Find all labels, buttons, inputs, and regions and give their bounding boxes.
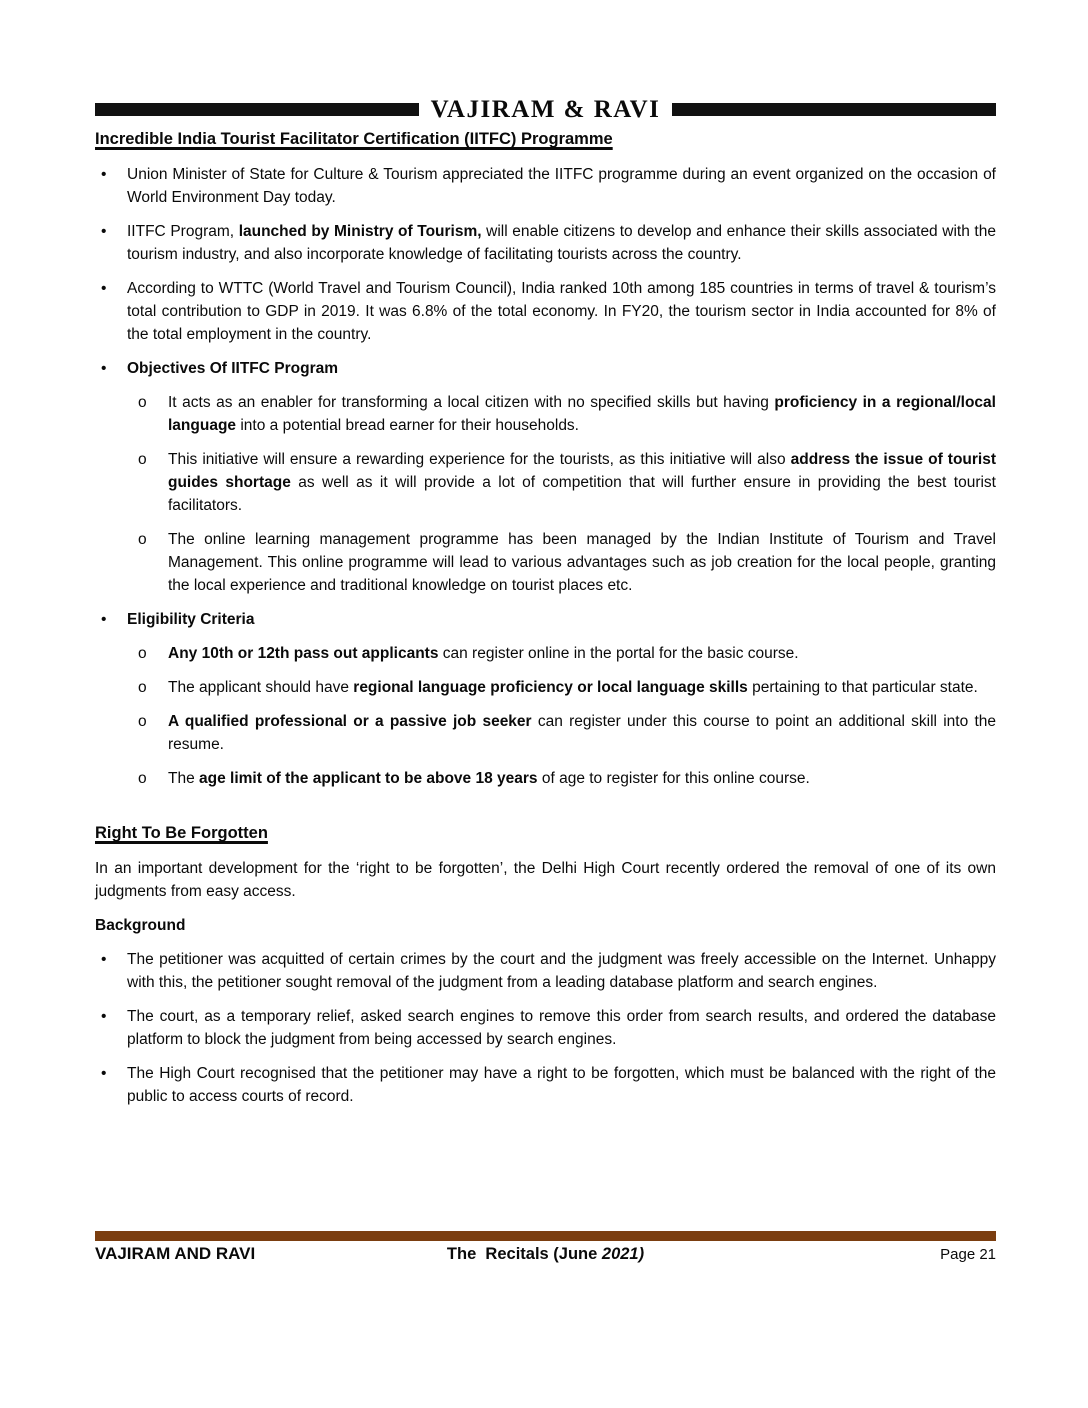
sub-bullet-marker: o (138, 679, 147, 696)
bullet-item (95, 1062, 996, 1108)
text-content: The applicant should have regional language proficiency or local language skills pertaining to that particular state. (168, 679, 978, 696)
bullet-item (95, 220, 996, 266)
sub-bullet-marker: o (138, 451, 147, 468)
footer-publication-text: The Recitals (June (446, 1245, 602, 1263)
header-banner (95, 97, 996, 122)
sub-bullet-item (95, 448, 996, 517)
bullet-marker: • (101, 1065, 107, 1082)
section-title: Right To Be Forgotten (95, 824, 268, 842)
sub-bullet-item (95, 391, 996, 437)
text-content: The online learning management programme has been managed by the Indian Institute of Tourism and Travel Management. This online programme will lead to various advantages such as job creation for the local people, granting the local experience and traditional knowledge on tourist places etc. (168, 531, 996, 594)
bullet-item (95, 1005, 996, 1051)
paragraph (95, 914, 996, 937)
text-content: In an important development for the ‘right to be forgotten’, the Delhi High Court recently ordered the removal of one of its own judgments from easy access. (95, 860, 996, 900)
sub-bullet-marker: o (138, 531, 147, 548)
text-content: It acts as an enabler for transforming a local citizen with no specified skills but having proficiency in a regional/local language into a potential bread earner for their households. (168, 394, 996, 434)
text-content: Eligibility Criteria (127, 611, 255, 628)
bullet-item (95, 608, 996, 631)
text-content: The High Court recognised that the petitioner may have a right to be forgotten, which must be balanced with the right of the public to access courts of record. (127, 1065, 996, 1105)
document-sections (95, 128, 996, 1108)
text-content: The age limit of the applicant to be above 18 years of age to register for this online course. (168, 770, 810, 787)
sub-bullet-item (95, 710, 996, 756)
text-content: The petitioner was acquitted of certain crimes by the court and the judgment was freely accessible on the Internet. Unhappy with this, the petitioner sought removal of the judgment from a leading database platform and search engines. (127, 951, 996, 991)
sub-bullet-marker: o (138, 645, 147, 662)
sub-bullet-item (95, 642, 996, 665)
paragraph (95, 857, 996, 903)
bullet-marker: • (101, 951, 107, 968)
text-content: This initiative will ensure a rewarding experience for the tourists, as this initiative will also address the issue of tourist guides shortage as well as it will provide a lot of competition that will further ensure in providing the best tourist facilitators. (168, 451, 996, 514)
text-content: Union Minister of State for Culture & Tourism appreciated the IITFC programme during an event organized on the occasion of World Environment Day today. (127, 166, 996, 206)
sub-bullet-marker: o (138, 394, 147, 411)
footer-page-number: Page 21 (940, 1246, 997, 1263)
sub-bullet-item (95, 676, 996, 699)
bullet-item (95, 357, 996, 380)
section-title: Incredible India Tourist Facilitator Certification (IITFC) Programme (95, 130, 613, 148)
header-bar-right (672, 103, 996, 116)
text-content: The court, as a temporary relief, asked search engines to remove this order from search results, and ordered the database platform to block the judgment from being accessed by search engines. (127, 1008, 996, 1048)
section (95, 128, 996, 790)
brand-title: VAJIRAM & RAVI (430, 96, 661, 123)
footer-publication-year: 2021) (601, 1245, 645, 1263)
footer-publication (447, 1245, 644, 1264)
text-content: A qualified professional or a passive job seeker can register under this course to point an additional skill into the resume. (168, 713, 996, 753)
text-content: IITFC Program, launched by Ministry of Tourism, will enable citizens to develop and enhance their skills associated with the tourism industry, and also incorporate knowledge of facilitating tourists across the country. (127, 223, 996, 263)
header-bar-left (95, 103, 419, 116)
bullet-item (95, 948, 996, 994)
bullet-marker: • (101, 223, 107, 240)
bullet-item (95, 163, 996, 209)
bullet-marker: • (101, 360, 107, 377)
bullet-marker: • (101, 166, 107, 183)
sub-bullet-item (95, 767, 996, 790)
sub-bullet-marker: o (138, 770, 147, 787)
text-content: According to WTTC (World Travel and Tourism Council), India ranked 10th among 185 countries in terms of travel & tourism’s total contribution to GDP in 2019. It was 6.8% of the total economy. In FY20, the tourism sector in India accounted for 8% of the total employment in the country. (127, 280, 996, 343)
footer-org: VAJIRAM AND RAVI (95, 1244, 256, 1263)
sub-bullet-marker: o (138, 713, 147, 730)
bullet-marker: • (101, 280, 107, 297)
footer-divider-bar (95, 1231, 996, 1241)
bullet-item (95, 277, 996, 346)
bullet-marker: • (101, 1008, 107, 1025)
footer (95, 1244, 996, 1264)
text-content: Background (95, 917, 186, 934)
page-content (95, 97, 996, 1108)
text-content: Objectives Of IITFC Program (127, 360, 339, 377)
bullet-marker: • (101, 611, 107, 628)
section (95, 822, 996, 1108)
sub-bullet-item (95, 528, 996, 597)
text-content: Any 10th or 12th pass out applicants can register online in the portal for the basic course. (168, 645, 799, 662)
